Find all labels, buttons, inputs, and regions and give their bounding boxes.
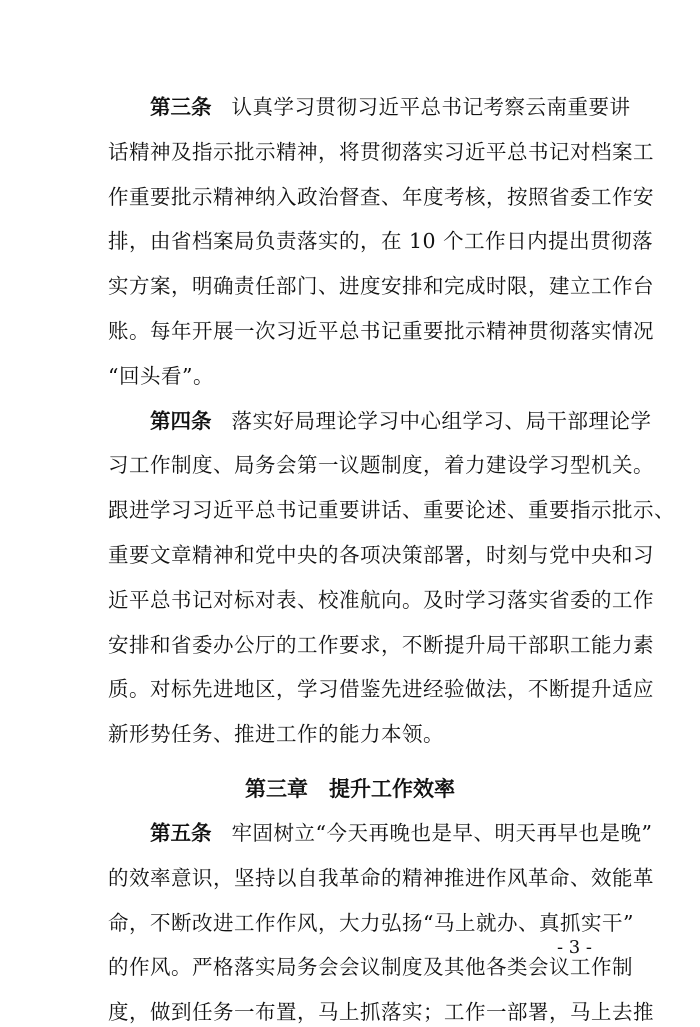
article3-text-1: 认真学习贯彻习近平总书记考察云南重要讲 bbox=[231, 95, 631, 119]
article4-line-7: 质。对标先进地区，学习借鉴先进经验做法，不断提升适应 bbox=[108, 677, 654, 701]
article4-label: 第四条 bbox=[150, 409, 212, 433]
article5-line-3: 命，不断改进工作作风，大力弘扬“马上就办、真抓实干” bbox=[108, 911, 634, 935]
article4-text-1: 落实好局理论学习中心组学习、局干部理论学 bbox=[231, 409, 652, 433]
article5-text-1: 牢固树立“今天再晚也是早、明天再早也是晚” bbox=[231, 821, 653, 845]
article4-line-1 bbox=[150, 406, 652, 436]
article4-line-2: 习工作制度、局务会第一议题制度，着力建设学习型机关。 bbox=[108, 453, 654, 477]
article5-line-5: 度，做到任务一布置，马上抓落实；工作一部署，马上去推 bbox=[108, 1000, 654, 1024]
article5-label: 第五条 bbox=[150, 821, 212, 845]
article3-line-5: 实方案，明确责任部门、进度安排和完成时限，建立工作台 bbox=[108, 274, 654, 298]
article3-line-3: 作重要批示精神纳入政治督查、年度考核，按照省委工作安 bbox=[108, 185, 654, 209]
page-number: - 3 - bbox=[556, 937, 592, 958]
article5-line-2: 的效率意识，坚持以自我革命的精神推进作风革命、效能革 bbox=[108, 866, 654, 890]
article4-line-6: 安排和省委办公厅的工作要求，不断提升局干部职工能力素 bbox=[108, 633, 654, 657]
article4-line-3: 跟进学习习近平总书记重要讲话、重要论述、重要指示批示、 bbox=[108, 498, 675, 522]
article5-line-1 bbox=[150, 818, 653, 848]
article4-line-5: 近平总书记对标对表、校准航向。及时学习落实省委的工作 bbox=[108, 588, 654, 612]
article3-label: 第三条 bbox=[150, 95, 212, 119]
article3-line-2: 话精神及指示批示精神，将贯彻落实习近平总书记对档案工 bbox=[108, 140, 654, 164]
article5-line-4: 的作风。严格落实局务会会议制度及其他各类会议工作制 bbox=[108, 955, 633, 979]
chapter-title: 第三章 提升工作效率 bbox=[245, 777, 455, 801]
article4-line-8: 新形势任务、推进工作的能力本领。 bbox=[108, 722, 444, 746]
article4-line-4: 重要文章精神和党中央的各项决策部署，时刻与党中央和习 bbox=[108, 543, 654, 567]
article3-line-1 bbox=[150, 92, 631, 122]
article3-line-4: 排，由省档案局负责落实的，在 10 个工作日内提出贯彻落 bbox=[108, 229, 654, 253]
article3-line-6: 账。每年开展一次习近平总书记重要批示精神贯彻落实情况 bbox=[108, 319, 654, 343]
article3-line-7: “回头看”。 bbox=[108, 364, 214, 388]
